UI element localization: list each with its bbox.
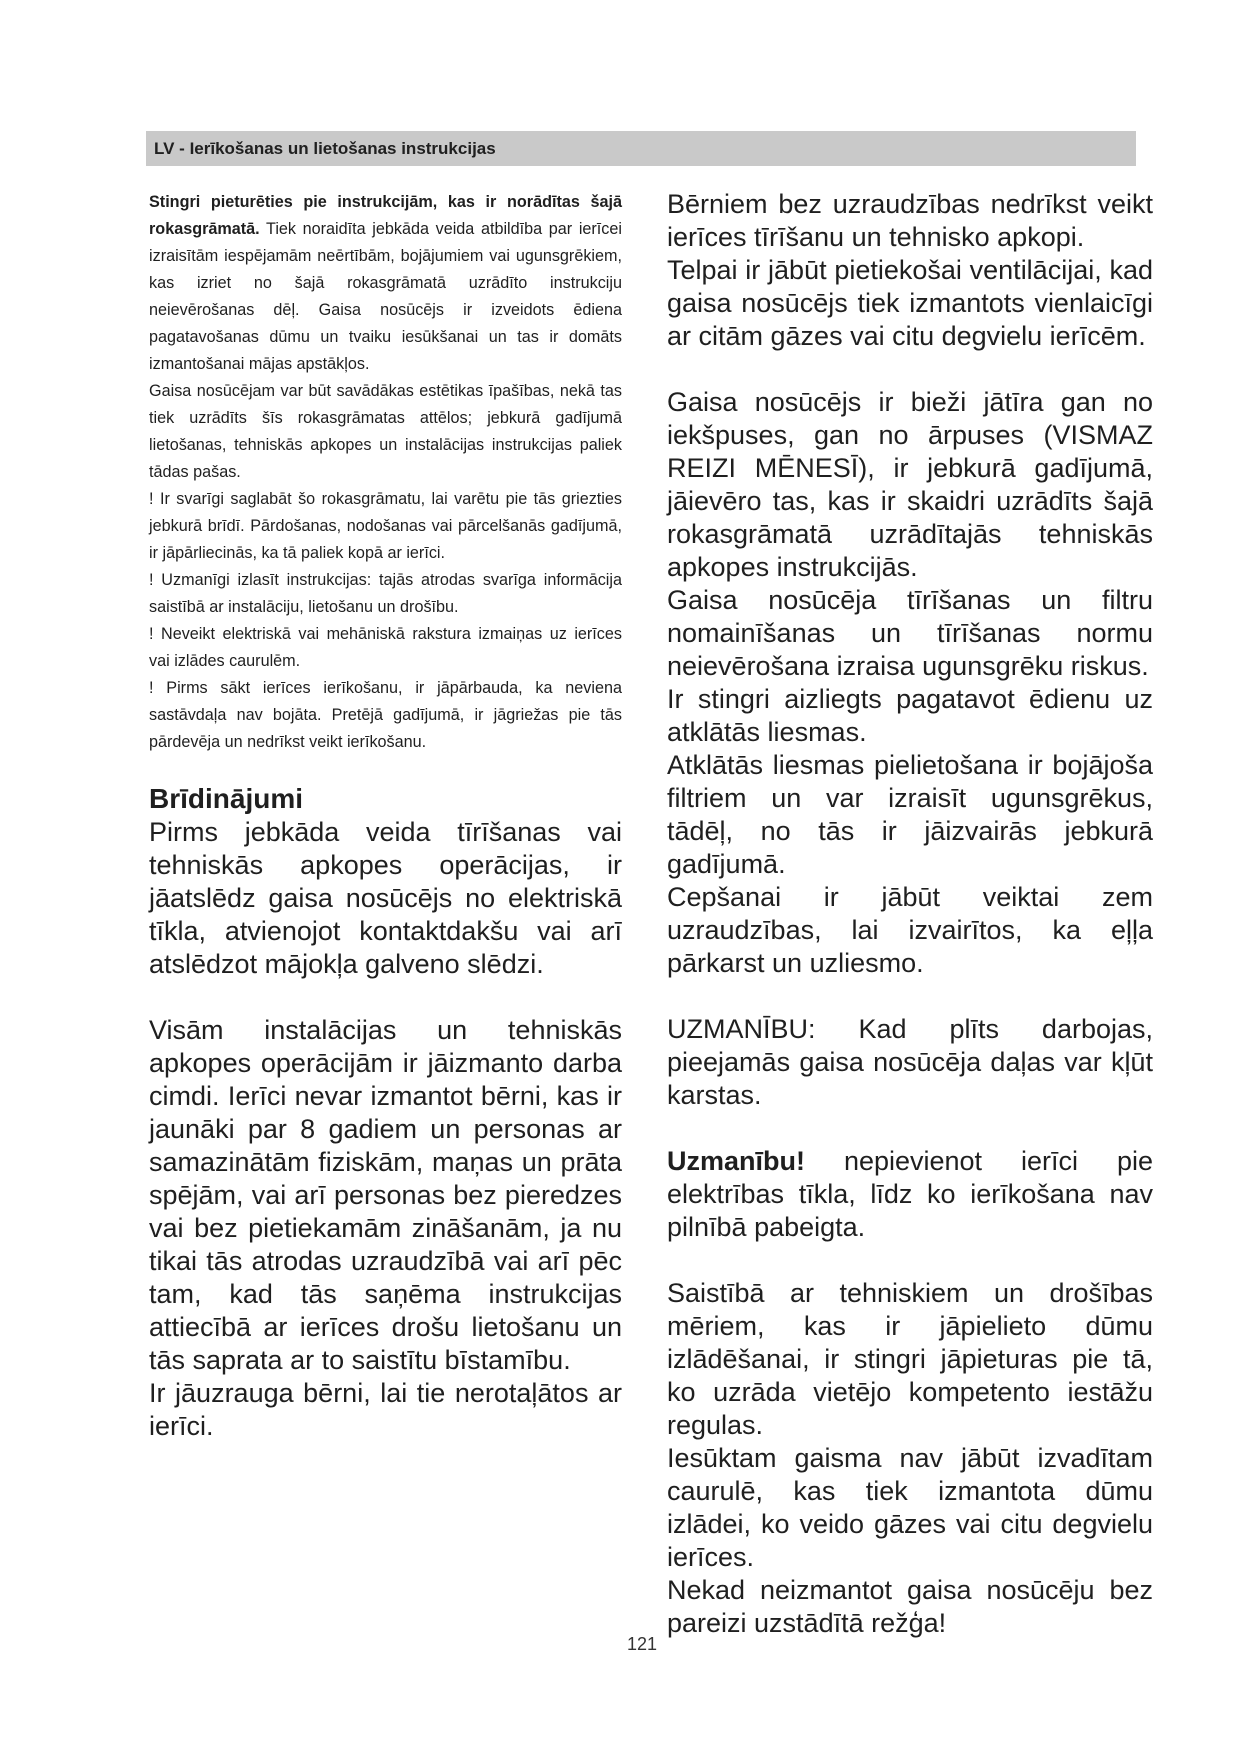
appearance-paragraph: Gaisa nosūcējam var būt savādākas estētikas īpašības, nekā tas tiek uzrādīts šīs rokasgrāmatas attēlos; jebkurā gadījumā lietošanas, tehniskās apkopes un instalācijas instrukcijas paliek tādas pašas.	[149, 382, 622, 481]
header-title: LV - Ierīkošanas un lietošanas instrukcijas	[154, 139, 496, 158]
intro-bold: Stingri pieturēties pie instrukcijām, kas ir norādītas šajā rokasgrāmatā.	[149, 193, 622, 238]
right-flame-damage: Atklātās liesmas pielietošana ir bojājoša filtriem un var izraisīt ugunsgrēkus, tādēļ, no tās ir jāizvairās jebkurā gadījumā.	[667, 750, 1153, 879]
right-frying-supervision: Cepšanai ir jābūt veiktai zem uzraudzības, lai izvairītos, ka eļļa pārkarst un uzliesmo.	[667, 882, 1153, 978]
right-cleaning-frequency: Gaisa nosūcējs ir bieži jātīra gan no iekšpuses, gan no ārpuses (VISMAZ REIZI MĒNESĪ), ir jebkurā gadījumā, jāievēro tas, kas ir skaidri uzrādīts šajā rokasgrāmatā uzrādītajās tehniskās apkopes instrukcijās.	[667, 387, 1153, 582]
right-column	[667, 188, 1153, 1640]
connect-warning-bold: Uzmanību!	[667, 1146, 805, 1176]
warnings-heading: Brīdinājumi	[149, 783, 304, 814]
right-local-regulations: Saistībā ar tehniskiem un drošības mēriem, kas ir jāpielieto dūmu izlādēšanai, ir stingri jāpieturas pie tā, ko uzrāda vietējo kompetento iestāžu regulas.	[667, 1278, 1153, 1440]
right-no-open-flame: Ir stingri aizliegts pagatavot ēdienu uz atklātās liesmas.	[667, 684, 1153, 747]
page-number: 121	[626, 1634, 658, 1654]
read-instructions-paragraph: ! Uzmanīgi izlasīt instrukcijas: tajās atrodas svarīga informācija saistībā ar instalāciju, lietošanu un drošību.	[149, 571, 622, 616]
right-ventilation: Telpai ir jābūt pietiekošai ventilācijai, kad gaisa nosūcējs tiek izmantots vienlaicīgi ar citām gāzes vai citu degvielu ierīcēm.	[667, 255, 1153, 351]
intro-rest: Tiek noraidīta jebkāda veida atbildība par ierīcei izraisītām iespējamām neērtībām, bojājumiem vai ugunsgrēkiem, kas izriet no šajā rokasgrāmatā uzrādīto instrukciju neievērošanas dēļ. Gaisa nosūcējs ir izveidots ēdiena pagatavošanas dūmu un tvaiku iesūkšanai un tas ir domāts izmantošanai mājas apstākļos.	[149, 220, 622, 373]
no-modifications-paragraph: ! Neveikt elektriskā vai mehāniskā rakstura izmaiņas uz ierīces vai izlādes caurulēm.	[149, 625, 622, 670]
right-hot-parts: UZMANĪBU: Kad plīts darbojas, pieejamās gaisa nosūcēja daļas var kļūt karstas.	[667, 1014, 1153, 1110]
connect-warning-rest: nepievienot ierīci pie elektrības tīkla, līdz ko ierīkošana nav pilnībā pabeigta.	[667, 1146, 1153, 1242]
header-bar	[146, 131, 1136, 166]
right-filter-risk: Gaisa nosūcēja tīrīšanas un filtru nomainīšanas un tīrīšanas normu neievērošana izraisa ugunsgrēku riskus.	[667, 585, 1153, 681]
right-grille-warning: Nekad neizmantot gaisa nosūcēju bez pareizi uzstādītā režģa!	[667, 1575, 1153, 1638]
warnings-section	[149, 816, 622, 1443]
intro-section	[149, 189, 622, 756]
right-exhaust-pipe: Iesūktam gaisma nav jābūt izvadītam caurulē, kas tiek izmantota dūmu izlādei, ko veido gāzes vai citu degvielu ierīces.	[667, 1443, 1153, 1572]
check-parts-paragraph: ! Pirms sākt ierīces ierīkošanu, ir jāpārbauda, ka neviena sastāvdaļa nav bojāta. Pretējā gadījumā, ir jāgriežas pie tās pārdevēja un nedrīkst veikt ierīkošanu.	[149, 679, 622, 751]
warning-supervise-children: Ir jāuzrauga bērni, lai tie nerotaļātos ar ierīci.	[149, 1378, 622, 1441]
warning-gloves-children: Visām instalācijas un tehniskās apkopes operācijām ir jāizmanto darba cimdi. Ierīci nevar izmantot bērni, kas ir jaunāki par 8 gadiem un personas ar samazinātām fiziskām, maņas un prāta spējām, vai arī personas bez pieredzes vai bez pietiekamām zināšanām, ja nu tikai tās atrodas uzraudzībā vai arī pēc tam, kad tās saņēma instrukcijas attiecībā ar ierīces drošu lietošanu un tās saprata ar to saistītu bīstamību.	[149, 1015, 622, 1375]
keep-manual-paragraph: ! Ir svarīgi saglabāt šo rokasgrāmatu, lai varētu pie tās griezties jebkurā brīdī. Pārdošanas, nodošanas vai pārcelšanās gadījumā, ir jāpārliecinās, ka tā paliek kopā ar ierīci.	[149, 490, 622, 562]
right-children-cleaning: Bērniem bez uzraudzības nedrīkst veikt ierīces tīrīšanu un tehnisko apkopi.	[667, 189, 1153, 252]
warning-disconnect: Pirms jebkāda veida tīrīšanas vai tehniskās apkopes operācijas, ir jāatslēdz gaisa nosūcējs no elektriskā tīkla, atvienojot kontaktdakšu vai arī atslēdzot mājokļa galveno slēdzi.	[149, 817, 622, 979]
intro-paragraph	[149, 189, 622, 378]
left-column	[149, 189, 622, 1443]
right-connect-warning	[667, 1145, 1153, 1244]
